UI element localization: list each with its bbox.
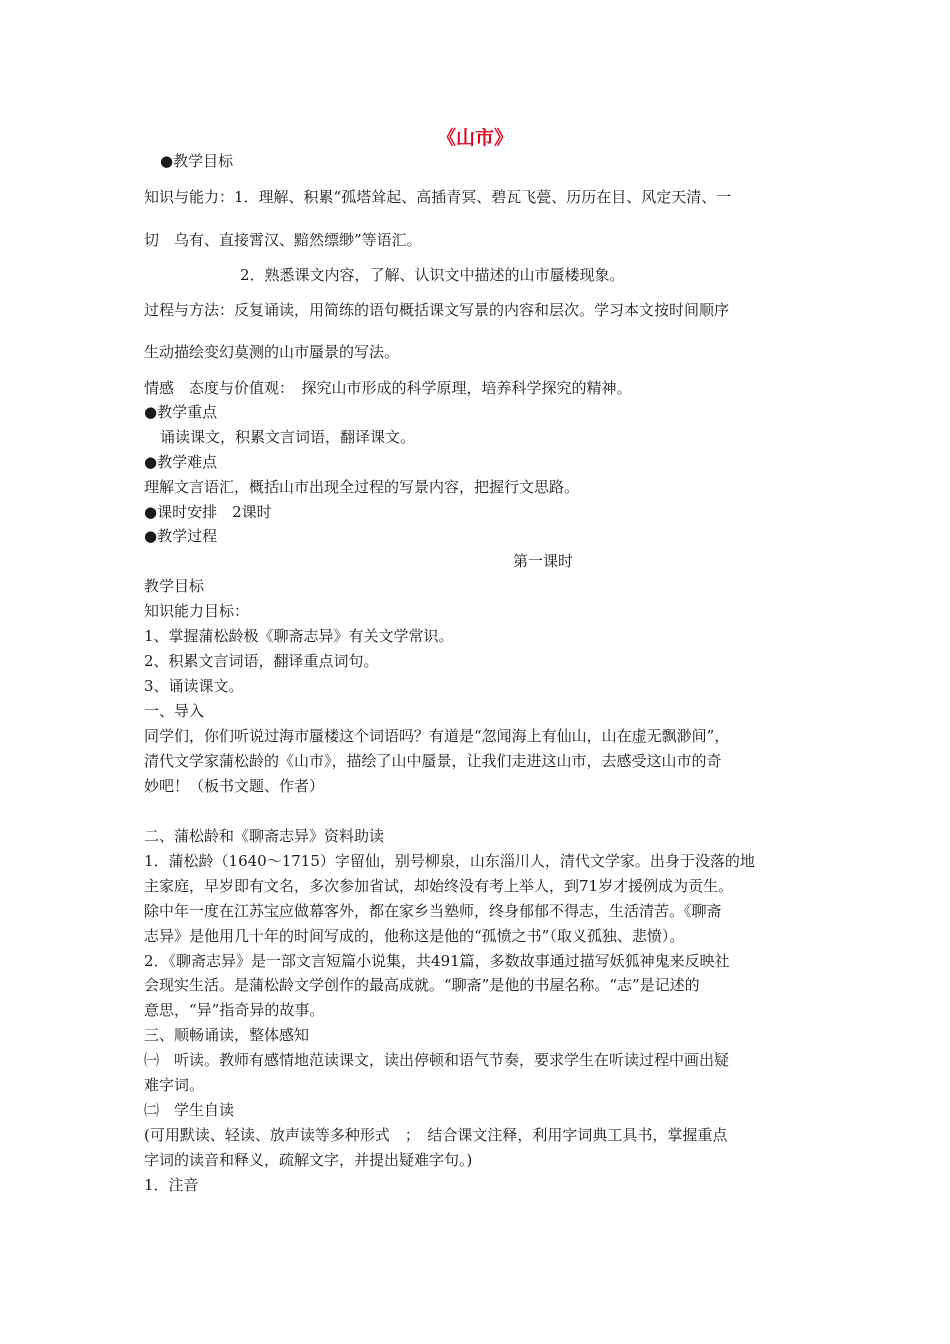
text-line: 2．熟悉课文内容，了解、认识文中描述的山市蜃楼现象。 [240,266,625,284]
text-line: (可用默读、轻读、放声读等多种形式 ； 结合课文注释，利用字词典工具书，掌握重点 [144,1126,728,1144]
text-line: 同学们，你们听说过海市蜃楼这个词语吗？有道是“忽闻海上有仙山，山在虚无飘渺间”， [144,727,730,745]
text-line: 知识与能力：1．理解、积累“孤塔耸起、高插青冥、碧瓦飞甍、历历在目、风定天清、一 [144,188,732,206]
section-heading-key-points: ●教学重点 [144,403,218,421]
text-line: 2．《聊斋志异》是一部文言短篇小说集，共491篇，多数故事通过描写妖狐神鬼来反映社 [144,952,730,970]
text-line: 生动描绘变幻莫测的山市蜃景的写法。 [144,343,400,361]
text-line: 2、积累文言词语，翻译重点词句。 [144,652,379,670]
text-line: 主家庭，早岁即有文名，多次参加省试，却始终没有考上举人，到71岁才援例成为贡生。 [144,877,734,895]
section-heading-schedule: ●课时安排 2课时 [144,503,272,521]
section-heading-intro: 一、导入 [144,702,205,720]
document-title: 《山市》 [436,127,513,149]
section-heading-process: ●教学过程 [144,527,218,545]
section-heading-reading: 三、顺畅诵读，整体感知 [144,1026,310,1044]
text-line: 过程与方法：反复诵读，用简练的语句概括课文写景的内容和层次。学习本文按时间顺序 [144,301,730,319]
text-line: 志异》是他用几十年的时间写成的，他称这是他的“孤愤之书”（取义孤独、悲愤）。 [144,927,685,945]
text-line: 1．蒲松龄（1640～1715）字留仙，别号柳泉，山东淄川人，清代文学家。出身于没落的地 [144,852,755,870]
text-line: 切 乌有、直接霄汉、黯然缥缈”等语汇。 [144,231,422,249]
lesson-heading: 第一课时 [513,552,574,570]
text-line: 3、诵读课文。 [144,677,244,695]
text-line: 理解文言语汇，概括山市出现全过程的写景内容，把握行文思路。 [144,478,580,496]
section-heading-background: 二、蒲松龄和《聊斋志异》资料助读 [144,827,385,845]
text-line: 诵读课文，积累文言词语，翻译课文。 [160,428,416,446]
text-line: 意思，“异”指奇异的故事。 [144,1001,325,1019]
text-line: 清代文学家蒲松龄的《山市》，描绘了山中蜃景，让我们走进这山市，去感受这山市的奇 [144,752,722,770]
text-line: 知识能力目标： [144,602,250,620]
text-line: 难字词。 [144,1076,205,1094]
text-line: 情感 态度与价值观： 探究山市形成的科学原理，培养科学探究的精神。 [144,379,632,397]
text-line: 教学目标 [144,577,205,595]
text-line: 除中年一度在江苏宝应做幕客外，都在家乡当塾师，终身郁郁不得志，生活清苦。《聊斋 [144,902,722,920]
text-line: 1、掌握蒲松龄极《聊斋志异》有关文学常识。 [144,627,454,645]
text-line: 会现实生活。是蒲松龄文学创作的最高成就。“聊斋”是他的书屋名称。“志”是记述的 [144,976,700,994]
text-line: 妙吧！（板书文题、作者） [144,777,325,795]
text-line: ㈡ 学生自读 [144,1101,235,1119]
text-line: 1．注音 [144,1176,199,1194]
text-line: ㈠ 听读。教师有感情地范读课文，读出停顿和语气节奏，要求学生在听读过程中画出疑 [144,1051,730,1069]
section-heading-teaching-goals: ●教学目标 [160,152,234,170]
section-heading-difficulties: ●教学难点 [144,453,218,471]
text-line: 字词的读音和释义，疏解文字，并提出疑难字句。) [144,1151,473,1169]
